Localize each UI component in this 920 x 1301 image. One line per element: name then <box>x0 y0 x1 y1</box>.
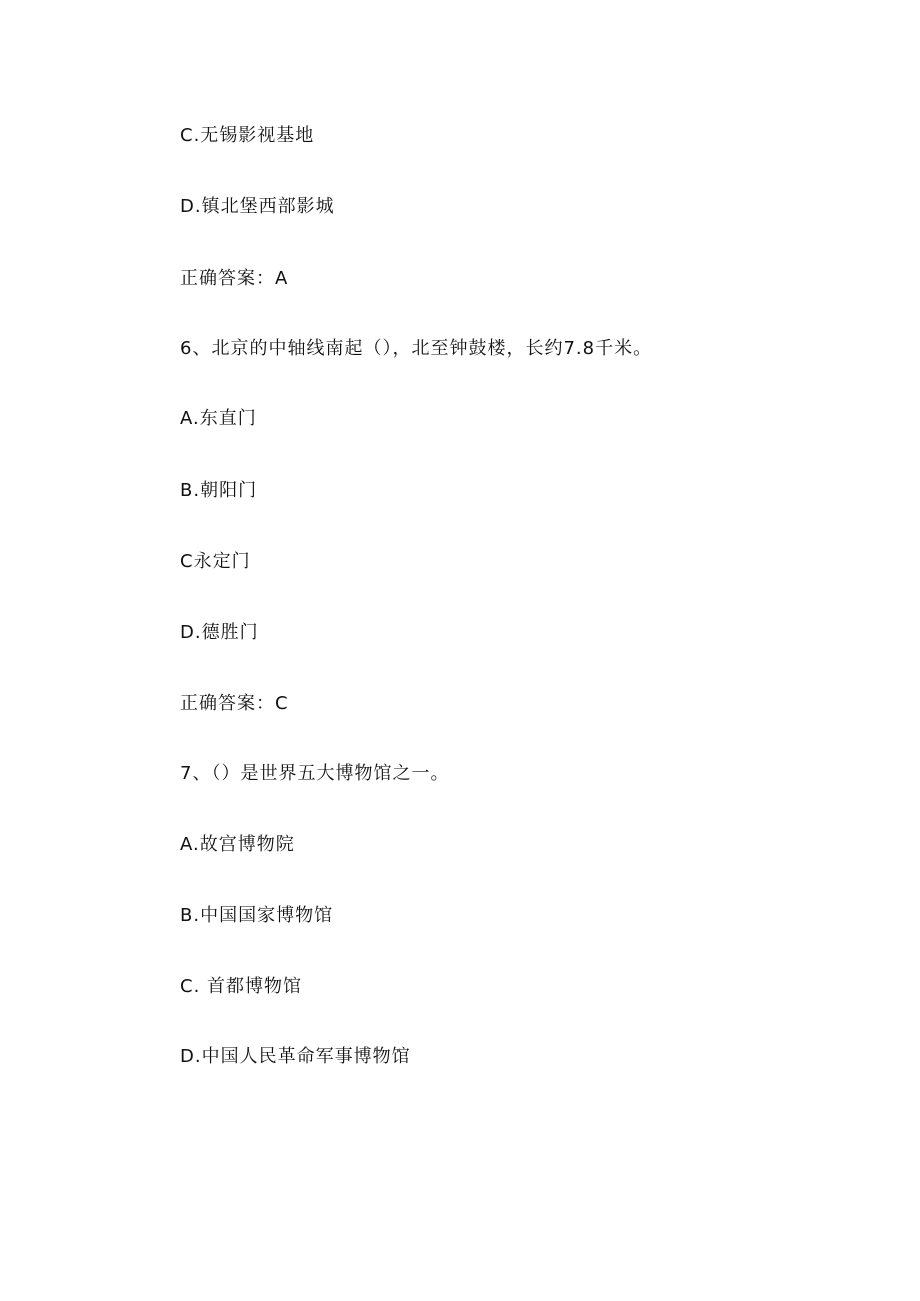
answer-q5: 正确答案：A <box>180 268 289 289</box>
option-c-q6: C永定门 <box>180 551 251 572</box>
option-d-q5: D.镇北堡西部影城 <box>180 196 335 217</box>
option-b-q7: B.中国国家博物馆 <box>180 905 334 926</box>
option-c-q5: C.无锡影视基地 <box>180 125 315 146</box>
option-b-q6: B.朝阳门 <box>180 480 258 501</box>
option-a-q7: A.故宫博物院 <box>180 834 295 855</box>
option-a-q6: A.东直门 <box>180 408 257 429</box>
option-c-q7: C. 首都博物馆 <box>180 976 303 997</box>
answer-q6: 正确答案：C <box>180 693 289 714</box>
option-d-q7: D.中国人民革命军事博物馆 <box>180 1046 411 1067</box>
option-d-q6: D.德胜门 <box>180 622 259 643</box>
question-7: 7、（）是世界五大博物馆之一。 <box>180 763 450 784</box>
question-6: 6、北京的中轴线南起（），北至钟鼓楼，长约7.8千米。 <box>180 338 653 359</box>
